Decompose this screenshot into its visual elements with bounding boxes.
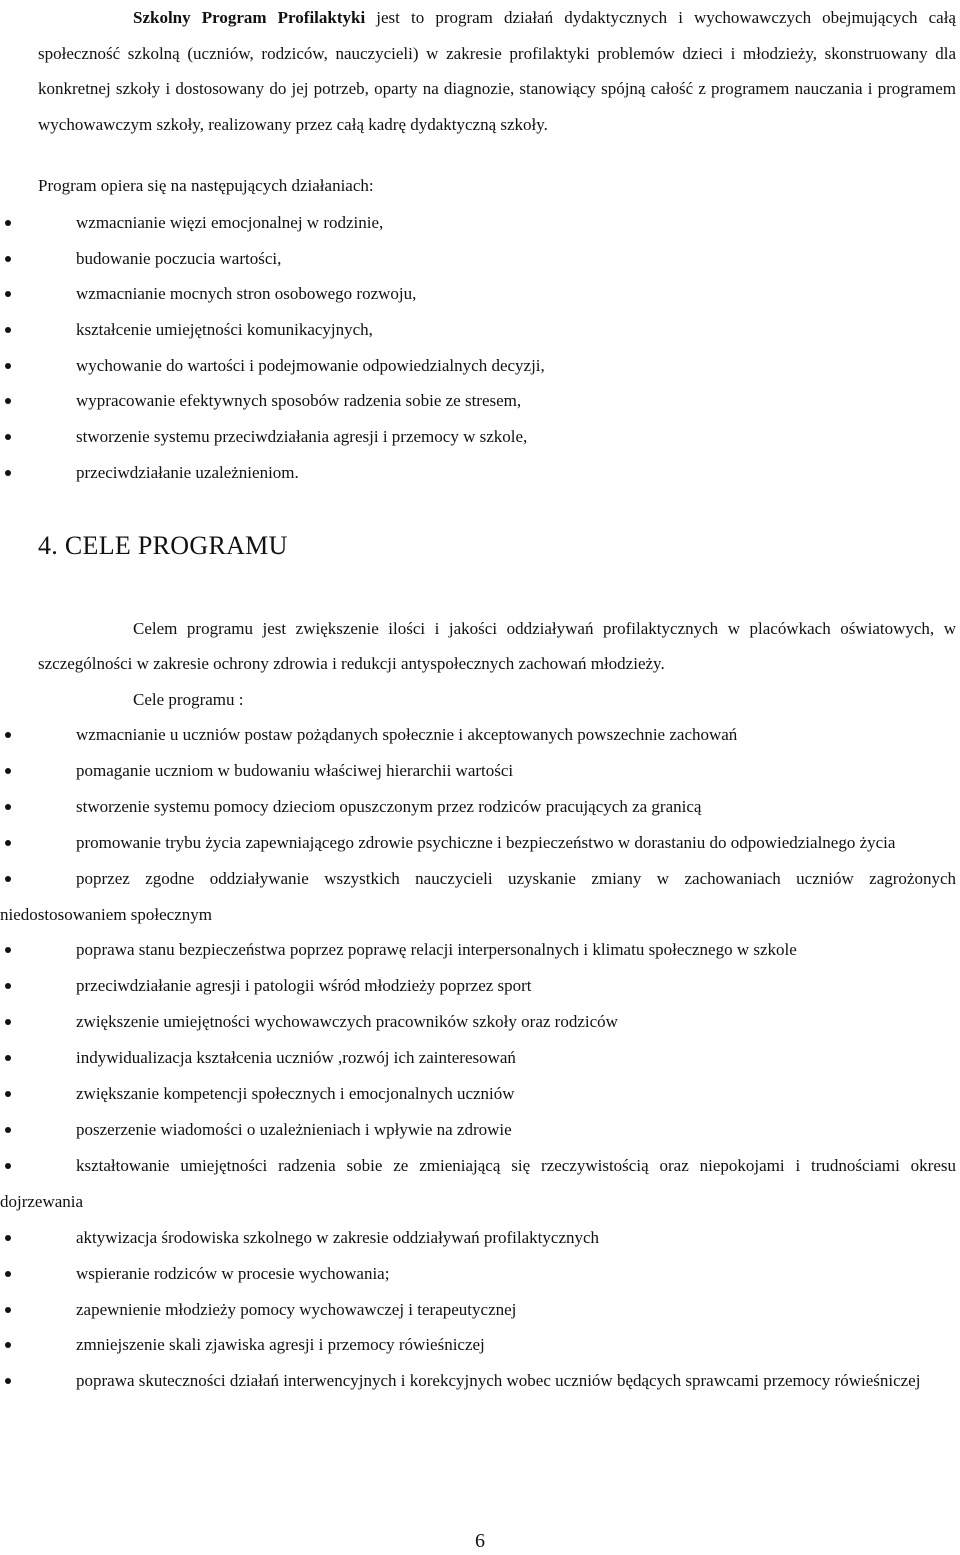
- goals-intro: Cele programu :: [133, 690, 244, 709]
- bullet-icon: [5, 256, 11, 262]
- bullet-icon: [5, 1163, 11, 1169]
- bullet-icon: [5, 947, 11, 953]
- list-item: indywidualizacja kształcenia uczniów ,rozwój ich zainteresowań: [0, 1040, 960, 1076]
- list-item: zwiększanie kompetencji społecznych i emocjonalnych uczniów: [0, 1076, 960, 1112]
- list-item: kształtowanie umiejętności radzenia sobie ze zmieniającą się rzeczywistością oraz niepokojami i trudnościami okresu dojrzewania: [0, 1155, 956, 1211]
- bullet-icon: [5, 327, 11, 333]
- list-item: promowanie trybu życia zapewniającego zdrowie psychiczne i bezpieczeństwo w dorastaniu do odpowiedzialnego życia: [0, 825, 960, 861]
- bullet-icon: [5, 732, 11, 738]
- actions-intro: Program opiera się na następujących działaniach:: [38, 176, 374, 195]
- list-item: poprzez zgodne oddziaływanie wszystkich nauczycieli uzyskanie zmiany w zachowaniach uczniów zagrożonych niedostosowaniem społecznym: [0, 868, 956, 924]
- list-item: pomaganie uczniom w budowaniu właściwej hierarchii wartości: [0, 753, 960, 789]
- list-item: poprawa stanu bezpieczeństwa poprzez poprawę relacji interpersonalnych i klimatu społecznego w szkole: [0, 932, 960, 968]
- bullet-icon: [5, 398, 11, 404]
- section-heading: 4. CELE PROGRAMU: [38, 531, 288, 560]
- list-item: wzmacnianie więzi emocjonalnej w rodzinie,: [0, 205, 960, 241]
- list-item: wzmacnianie u uczniów postaw pożądanych społecznie i akceptowanych powszechnie zachowań: [0, 717, 960, 753]
- bullet-icon: [5, 1307, 11, 1313]
- bullet-icon: [5, 1091, 11, 1097]
- bullet-icon: [5, 470, 11, 476]
- list-item: budowanie poczucia wartości,: [0, 241, 960, 277]
- bullet-icon: [5, 1342, 11, 1348]
- list-item: przeciwdziałanie uzależnieniom.: [0, 455, 960, 491]
- intro-paragraph: [38, 0, 956, 142]
- bullet-icon: [5, 1378, 11, 1384]
- bullet-icon: [5, 220, 11, 226]
- list-item: zwiększenie umiejętności wychowawczych pracowników szkoły oraz rodziców: [0, 1004, 960, 1040]
- bullet-icon: [5, 1019, 11, 1025]
- bullet-icon: [5, 983, 11, 989]
- list-item: kształcenie umiejętności komunikacyjnych,: [0, 312, 960, 348]
- bullet-icon: [5, 840, 11, 846]
- intro-paragraph-text: jest to program działań dydaktycznych i wychowawczych obejmujących całą społeczność szkolną (uczniów, rodziców, nauczycieli) w zakresie profilaktyki problemów dzieci i młodzieży, skonstruowany dla konkretnej szkoły i dostosowany do jej potrzeb, oparty na diagnozie, stanowiący spójną całość z programem nauczania i programem wychowawczym szkoły, realizowany przez całą kadrę dydaktyczną szkoły.: [38, 8, 956, 134]
- list-item: wzmacnianie mocnych stron osobowego rozwoju,: [0, 276, 960, 312]
- bullet-icon: [5, 291, 11, 297]
- bullet-icon: [5, 1127, 11, 1133]
- list-item: poprawa skuteczności działań interwencyjnych i korekcyjnych wobec uczniów będących sprawcami przemocy rówieśniczej: [0, 1363, 960, 1399]
- bullet-icon: [5, 768, 11, 774]
- list-item: przeciwdziałanie agresji i patologii wśród młodzieży poprzez sport: [0, 968, 960, 1004]
- bullet-icon: [5, 876, 11, 882]
- list-item: poszerzenie wiadomości o uzależnieniach i wpływie na zdrowie: [0, 1112, 960, 1148]
- bullet-icon: [5, 434, 11, 440]
- list-item: stworzenie systemu przeciwdziałania agresji i przemocy w szkole,: [0, 419, 960, 455]
- list-item: wychowanie do wartości i podejmowanie odpowiedzialnych decyzji,: [0, 348, 960, 384]
- program-name: Szkolny Program Profilaktyki: [133, 8, 366, 27]
- list-item: wypracowanie efektywnych sposobów radzenia sobie ze stresem,: [0, 383, 960, 419]
- bullet-icon: [5, 363, 11, 369]
- list-item: aktywizacja środowiska szkolnego w zakresie oddziaływań profilaktycznych: [0, 1220, 960, 1256]
- list-item: stworzenie systemu pomocy dzieciom opuszczonym przez rodziców pracujących za granicą: [0, 789, 960, 825]
- bullet-icon: [5, 1271, 11, 1277]
- bullet-icon: [5, 1055, 11, 1061]
- goals-paragraph: Celem programu jest zwiększenie ilości i jakości oddziaływań profilaktycznych w placówkach oświatowych, w szczególności w zakresie ochrony zdrowia i redukcji antyspołecznych zachowań młodzieży.: [38, 619, 956, 673]
- list-item: wspieranie rodziców w procesie wychowania;: [0, 1256, 960, 1292]
- goals-list: [0, 717, 960, 1399]
- list-item: zapewnienie młodzieży pomocy wychowawczej i terapeutycznej: [0, 1292, 960, 1328]
- actions-list: [0, 205, 960, 491]
- bullet-icon: [5, 804, 11, 810]
- bullet-icon: [5, 1235, 11, 1241]
- list-item: zmniejszenie skali zjawiska agresji i przemocy rówieśniczej: [0, 1327, 960, 1363]
- page-number: 6: [475, 1530, 485, 1552]
